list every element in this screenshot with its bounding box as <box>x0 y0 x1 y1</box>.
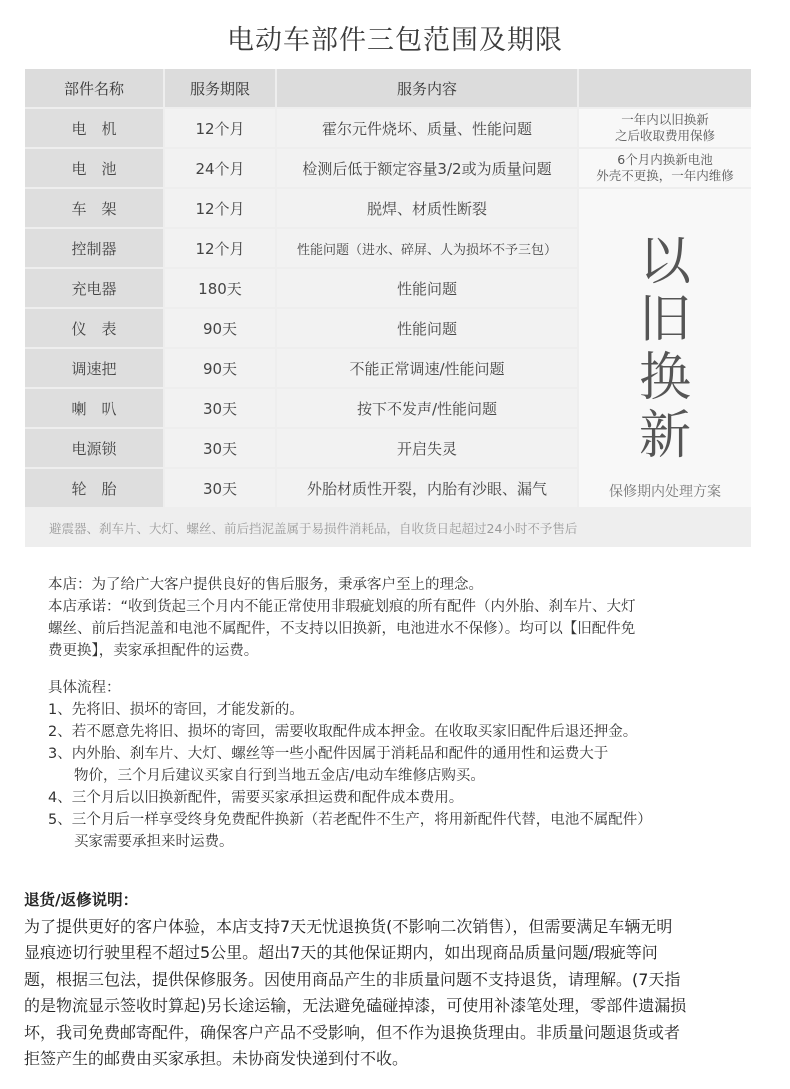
process-heading: 具体流程： <box>48 680 121 696</box>
service-term-cell: 90天 <box>165 349 275 387</box>
service-term-cell: 12个月 <box>165 109 275 147</box>
part-name-cell: 电 机 <box>25 109 163 147</box>
trade-in-char: 换 <box>638 348 691 408</box>
process-step: 4、三个月后以旧换新配件，需要买家承担运费和配件成本费用。 <box>48 790 464 806</box>
solution-cell: 一年内以旧换新 之后收取费用保修 <box>579 109 751 147</box>
service-content-cell: 性能问题 <box>277 309 577 347</box>
header-service-content: 服务内容 <box>277 69 577 107</box>
returns-section <box>24 887 774 1073</box>
process-step: 3、内外胎、刹车片、大灯、螺丝等一些小配件因属于消耗品和配件的通用性和运费大于 <box>48 746 609 762</box>
service-term-cell: 12个月 <box>165 189 275 227</box>
service-content-cell: 开启失灵 <box>277 429 577 467</box>
part-name-cell: 调速把 <box>25 349 163 387</box>
process-step: 2、若不愿意先将旧、损坏的寄回，需要收取配件成本押金。在收取买家旧配件后退还押金。 <box>48 724 638 740</box>
service-content-cell: 霍尔元件烧坏、质量、性能问题 <box>277 109 577 147</box>
process-step-continued: 买家需要承担来时运费。 <box>74 834 234 850</box>
part-name-cell: 充电器 <box>25 269 163 307</box>
part-name-cell: 轮 胎 <box>25 469 163 507</box>
store-line: 螺丝、前后挡泥盖和电池不属配件，不支持以旧换新，电池进水不保修）。均可以【旧配件免 <box>48 621 636 637</box>
header-service-term: 服务期限 <box>165 69 275 107</box>
trade-in-char: 以 <box>638 232 691 292</box>
service-term-cell: 24个月 <box>165 149 275 187</box>
trade-in-block <box>579 189 751 507</box>
part-name-cell: 车 架 <box>25 189 163 227</box>
service-term-cell: 30天 <box>165 389 275 427</box>
service-term-cell: 30天 <box>165 469 275 507</box>
trade-in-char: 旧 <box>638 290 691 350</box>
service-content-cell: 脱焊、材质性断裂 <box>277 189 577 227</box>
process-step: 5、三个月后一样享受终身免费配件换新（若老配件不生产，将用新配件代替，电池不属配件） <box>48 812 652 828</box>
store-line: 本店承诺：“收到货起三个月内不能正常使用非瑕疵划痕的所有配件（内外胎、刹车片、大灯 <box>48 599 636 615</box>
returns-line: 拒签产生的邮费由买家承担。未协商发快递到付不收。 <box>24 1049 409 1068</box>
part-name-cell: 仪 表 <box>25 309 163 347</box>
part-name-cell: 电 池 <box>25 149 163 187</box>
store-line: 本店：为了给广大客户提供良好的售后服务，秉承客户至上的理念。 <box>48 577 483 593</box>
service-content-cell: 检测后低于额定容量3/2或为质量问题 <box>277 149 577 187</box>
service-content-cell: 外胎材质性开裂，内胎有沙眼、漏气 <box>277 469 577 507</box>
part-name-cell: 电源锁 <box>25 429 163 467</box>
returns-line: 题，根据三包法，提供保修服务。因使用商品产生的非质量问题不支持退货，请理解。(7天指 <box>24 969 681 989</box>
returns-line: 为了提供更好的客户体验，本店支持7天无忧退换货(不影响二次销售），但需要满足车辆无明 <box>24 916 673 936</box>
trade-in-text <box>639 233 691 465</box>
warranty-solution-note: 保修期内处理方案 <box>609 484 721 500</box>
solution-cell: 6个月内换新电池 外壳不更换，一年内维修 <box>579 149 751 187</box>
service-term-cell: 12个月 <box>165 229 275 267</box>
service-term-cell: 180天 <box>165 269 275 307</box>
process-step-continued: 物价，三个月后建议买家自行到当地五金店/电动车维修店购买。 <box>74 768 485 784</box>
service-content-cell: 按下不发声/性能问题 <box>277 389 577 427</box>
part-name-cell: 喇 叭 <box>25 389 163 427</box>
returns-line: 显痕迹切行驶里程不超过5公里。超出7天的其他保证期内，如出现商品质量问题/瑕疵等问 <box>24 943 658 962</box>
service-term-cell: 30天 <box>165 429 275 467</box>
trade-in-char: 新 <box>638 406 691 466</box>
consumables-footnote: 避震器、刹车片、大灯、螺丝、前后挡泥盖属于易损件消耗品，自收货日起超过24小时不予售后 <box>25 511 751 547</box>
service-content-cell: 性能问题 <box>277 269 577 307</box>
returns-line: 的是物流显示签收时算起)另长途运输，无法避免磕碰掉漆，可使用补漆笔处理，零部件遗漏损 <box>24 996 687 1015</box>
service-term-cell: 90天 <box>165 309 275 347</box>
process-step: 1、先将旧、损坏的寄回，才能发新的。 <box>48 702 304 718</box>
part-name-cell: 控制器 <box>25 229 163 267</box>
returns-line: 坏，我司免费邮寄配件，确保客户产品不受影响，但不作为退换货理由。非质量问题退货或者 <box>24 1022 681 1042</box>
header-solution <box>579 69 751 107</box>
store-line: 费更换】，卖家承担配件的运费。 <box>48 643 259 659</box>
service-content-cell: 不能正常调速/性能问题 <box>277 349 577 387</box>
service-content-cell: 性能问题（进水、碎屏、人为损坏不予三包） <box>277 229 577 267</box>
returns-heading: 退货/返修说明： <box>24 891 139 909</box>
warranty-table <box>25 69 751 547</box>
store-promise <box>48 574 768 662</box>
page-title: 电动车部件三包范围及期限 <box>227 25 563 56</box>
header-part-name: 部件名称 <box>25 69 163 107</box>
process-section <box>48 677 768 853</box>
